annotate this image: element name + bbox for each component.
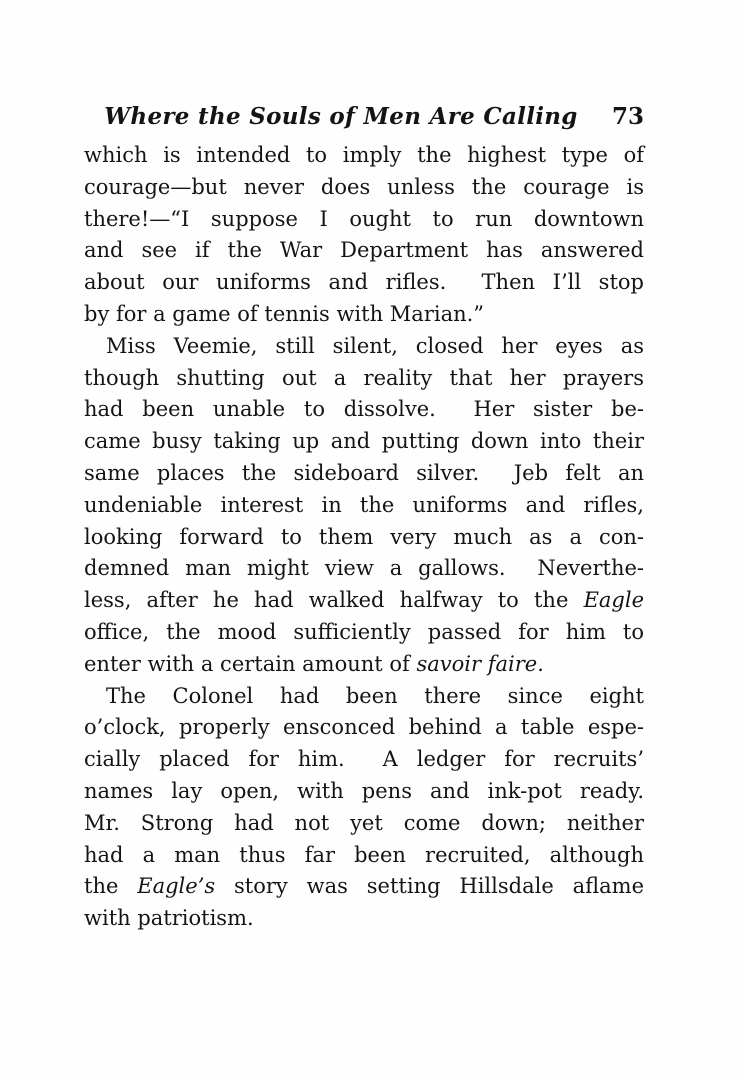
text-segment: looking forward to them very much as a con- — [84, 524, 644, 549]
paragraph — [84, 681, 644, 935]
text-segment: office, the mood sufficiently passed for him to — [84, 619, 644, 644]
text-segment: demned man might view a gallows. Neverthe- — [84, 556, 644, 581]
text-line — [84, 458, 644, 490]
text-segment: the — [84, 874, 138, 899]
text-line — [84, 267, 644, 299]
text-segment: enter with a certain amount of — [84, 651, 417, 676]
italic-text-segment: savoir faire. — [416, 651, 544, 676]
text-segment: story was setting Hillsdale aflame — [215, 874, 644, 899]
text-line — [84, 744, 644, 776]
paragraph — [84, 140, 644, 331]
text-line — [84, 871, 644, 903]
text-line — [84, 585, 644, 617]
text-line — [84, 299, 644, 331]
text-segment: less, after he had walked halfway to the — [84, 588, 584, 613]
text-line — [84, 331, 644, 363]
text-segment: about our uniforms and rifles. Then I’ll stop — [84, 270, 644, 295]
text-segment: though shutting out a reality that her prayers — [84, 365, 644, 390]
text-line — [84, 394, 644, 426]
text-line — [84, 840, 644, 872]
text-line — [84, 712, 644, 744]
text-segment: The Colonel had been there since eight — [106, 683, 644, 708]
italic-text-segment: Eagle’s — [137, 874, 216, 899]
text-line — [84, 808, 644, 840]
text-line — [84, 204, 644, 236]
running-head — [84, 103, 644, 131]
text-line — [84, 649, 644, 681]
text-segment: names lay open, with pens and ink-pot ready. — [84, 778, 644, 803]
book-page — [84, 103, 644, 935]
text-segment: had been unable to dissolve. Her sister be- — [84, 397, 644, 422]
text-segment: with patriotism. — [84, 906, 254, 931]
paragraph — [84, 331, 644, 681]
text-line — [84, 776, 644, 808]
text-segment: Miss Veemie, still silent, closed her eyes as — [106, 333, 644, 358]
chapter-title: Where the Souls of Men Are Calling — [104, 103, 578, 130]
text-line — [84, 363, 644, 395]
text-segment: same places the sideboard silver. Jeb felt an — [84, 460, 644, 485]
text-segment: courage—but never does unless the courage is — [84, 174, 644, 199]
italic-text-segment: Eagle — [583, 588, 644, 613]
text-segment: which is intended to imply the highest type of — [84, 143, 644, 167]
text-line — [84, 140, 644, 172]
text-segment: cially placed for him. A ledger for recruits’ — [84, 747, 644, 772]
page-number: 73 — [611, 103, 644, 130]
text-segment: had a man thus far been recruited, although — [84, 842, 644, 867]
text-segment: there!—“I suppose I ought to run downtown — [84, 206, 644, 231]
text-segment: by for a game of tennis with Marian.” — [84, 301, 485, 326]
text-segment: o’clock, properly ensconced behind a table espe- — [84, 715, 644, 740]
text-line — [84, 172, 644, 204]
text-segment: came busy taking up and putting down into their — [84, 429, 644, 454]
text-line — [84, 617, 644, 649]
text-segment: and see if the War Department has answered — [84, 238, 644, 263]
text-line — [84, 522, 644, 554]
text-line — [84, 681, 644, 713]
text-line — [84, 553, 644, 585]
text-line — [84, 426, 644, 458]
page-body — [84, 140, 644, 935]
text-segment: Mr. Strong had not yet come down; neither — [84, 810, 644, 835]
text-line — [84, 235, 644, 267]
text-line — [84, 490, 644, 522]
text-line — [84, 903, 644, 935]
text-segment: undeniable interest in the uniforms and rifles, — [84, 492, 644, 517]
